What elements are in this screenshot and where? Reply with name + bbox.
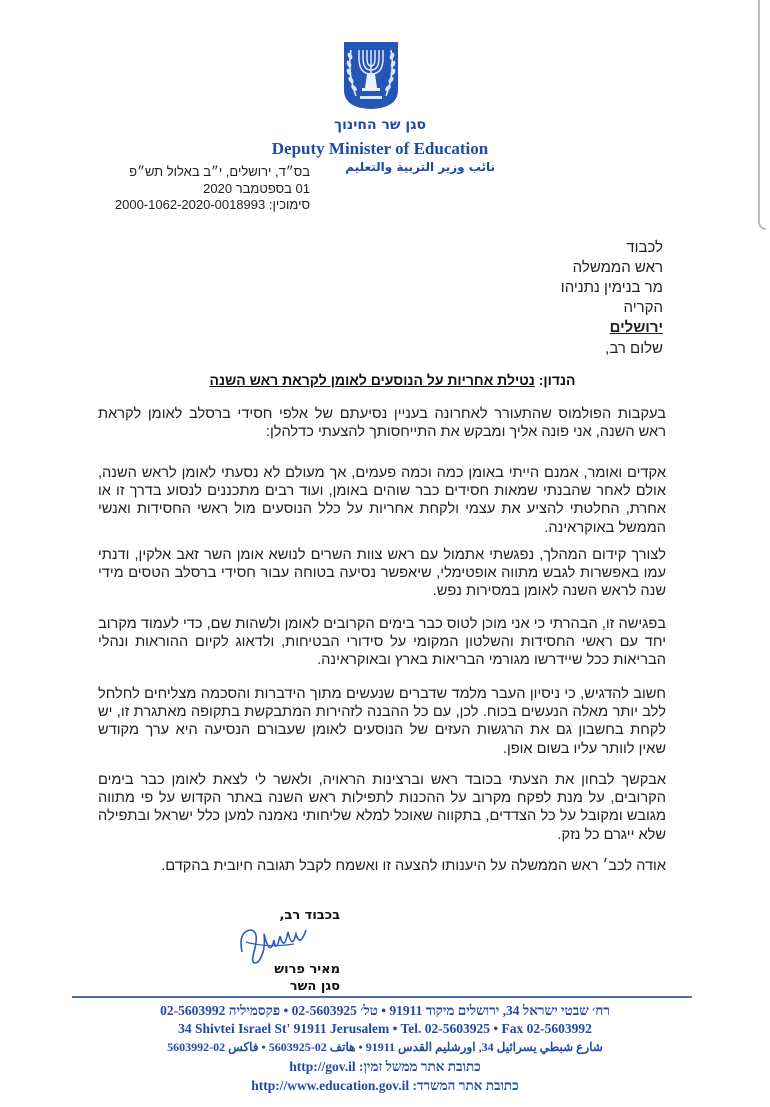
hebrew-date: בס״ד, ירושלים, י״ב באלול תש״פ [129, 164, 310, 179]
addressee-line: לכבוד [626, 239, 663, 256]
greeting: שלום רב, [605, 340, 663, 357]
signatory-title: סגן השר [289, 979, 340, 994]
body-paragraph: אודה לכב׳ ראש הממשלה על היענותו להצעה זו ואשמח לקבל תגובה חיובית בהקדם. [161, 858, 666, 874]
footer-address-english: 34 Shivtei Israel St' 91911 Jerusalem • Tel. 02-5603925 • Fax 02-5603992 [178, 1021, 592, 1036]
body-paragraph: אקדים ואומר, אמנם הייתי באומן כמה וכמה פעמים, אך מעולם לא נסעתי לאומן לראש השנה, אולם לאחר שהבנתי שמאות חסידים כבר שוהים באומן, ועוד רבים מתכננים לנסוע בדרך זו או אחרת, החלטתי להציע את עצמי ולקחת אחריות על כלל הנוסעים מול ראשי החסידות ואנשי הממשל באוקראינה. [98, 465, 666, 536]
addressee-line: ראש הממשלה [572, 259, 663, 276]
reference-number: סימוכין: 2000-1062-2020-0018993 [114, 197, 310, 212]
addressee-line: הקריה [623, 299, 663, 316]
footer-address-hebrew: רח׳ שבטי ישראל 34, ירושלים מיקוד 91911 • טל׳ 02-5603925 • פקסמיליה 02-5603992 [160, 1003, 610, 1018]
subject-line [150, 372, 635, 388]
footer-divider [72, 996, 692, 998]
addressee-line: מר בנימין נתניהו [560, 279, 663, 296]
letterhead-title-english: Deputy Minister of Education [271, 139, 489, 158]
signatory-name: מאיר פרוש [274, 962, 340, 977]
body-paragraph: בפגישה זו, הבהרתי כי אני מוכן לטוס כבר בימים הקרובים לאומן ולשהות שם, כדי לעמוד מקרוב יחד עם ראשי החסידות והשלטון המקומי על סידורי הבטיחות, ולדאוג לקיום ההוראות ונהלי הבריאות ככל שיידרשו מגורמי הבריאות בארץ ובאוקראינה. [98, 616, 666, 669]
body-paragraph: בעקבות הפולמוס שהתעורר לאחרונה בעניין נסיעתם של אלפי חסידי ברסלב לאומן לקראת ראש השנה, אני פונה אליך ומבקש את התייחסותך להצעתי כדלהלן: [98, 406, 666, 441]
addressee-block [420, 238, 663, 338]
letterhead-title-hebrew: סגן שר החינוך [334, 117, 426, 133]
scrollbar-edge[interactable] [758, 0, 766, 230]
body-paragraph: לצורך קידום המהלך, נפגשתי אתמול עם ראש צוות השרים לנושא אומן השר זאב אלקין, ודנתי עמו באפשרות לגבש מתווה אופטימלי, שיאפשר נסיעה בטוחה עבור חסידי ברסלב הטסים מידי שנה לראש השנה לאומן במסירות נפש. [98, 547, 666, 600]
addressee-city: ירושלים [609, 319, 663, 336]
closing: בכבוד רב, [279, 908, 340, 923]
footer-ministry-site-link[interactable]: כתובת אתר המשרד: http://www.education.gov.il [251, 1078, 519, 1093]
subject-text: נטילת אחריות על הנוסעים לאומן לקראת ראש השנה [209, 372, 535, 388]
letterhead-title-arabic: نائب وزير التربية والتعليم [345, 160, 495, 174]
subject-label: הנדון: [538, 372, 576, 388]
footer-address-arabic: شارع شبطي يسرائيل 34, اورشليم القدس 91911 • هاتف 02-5603925 • فاكس 02-5603992 [167, 1040, 603, 1054]
gregorian-date: 01 בספטמבר 2020 [203, 181, 310, 196]
body-paragraph: חשוב להדגיש, כי ניסיון העבר מלמד שדברים שנעשים מתוך הידברות והסכמה מצליחים לחלחל ללב יותר מאלה הנעשים בכוח. לכן, עם כל ההבנה לזהירות המתבקשת בתקופה מאתגרת זו, יש לקחת בחשבון גם את הרגשות העזים של הנוסעים לאומן שעבורם הנסיעה היא ערך מקודש שאין לוותר עליו בשום אופן. [98, 686, 666, 757]
state-of-israel-emblem-icon [342, 40, 400, 110]
footer-gov-site-link[interactable]: כתובת אתר ממשל זמין: http://gov.il [289, 1059, 481, 1074]
body-paragraph: אבקשך לבחון את הצעתי בכובד ראש וברצינות הראויה, ולאשר לי לצאת לאומן כבר בימים הקרובים, על מנת לפקח מקרוב על ההכנות לתפילות ראש השנה באתר הקדוש על פי מתווה מגובש ומקובל על כל הצדדים, בתקווה שאוכל למלא שליחותי נאמנה למען כלל ישראל ובתפילה שלא ייגרם כל נזק. [98, 772, 666, 843]
